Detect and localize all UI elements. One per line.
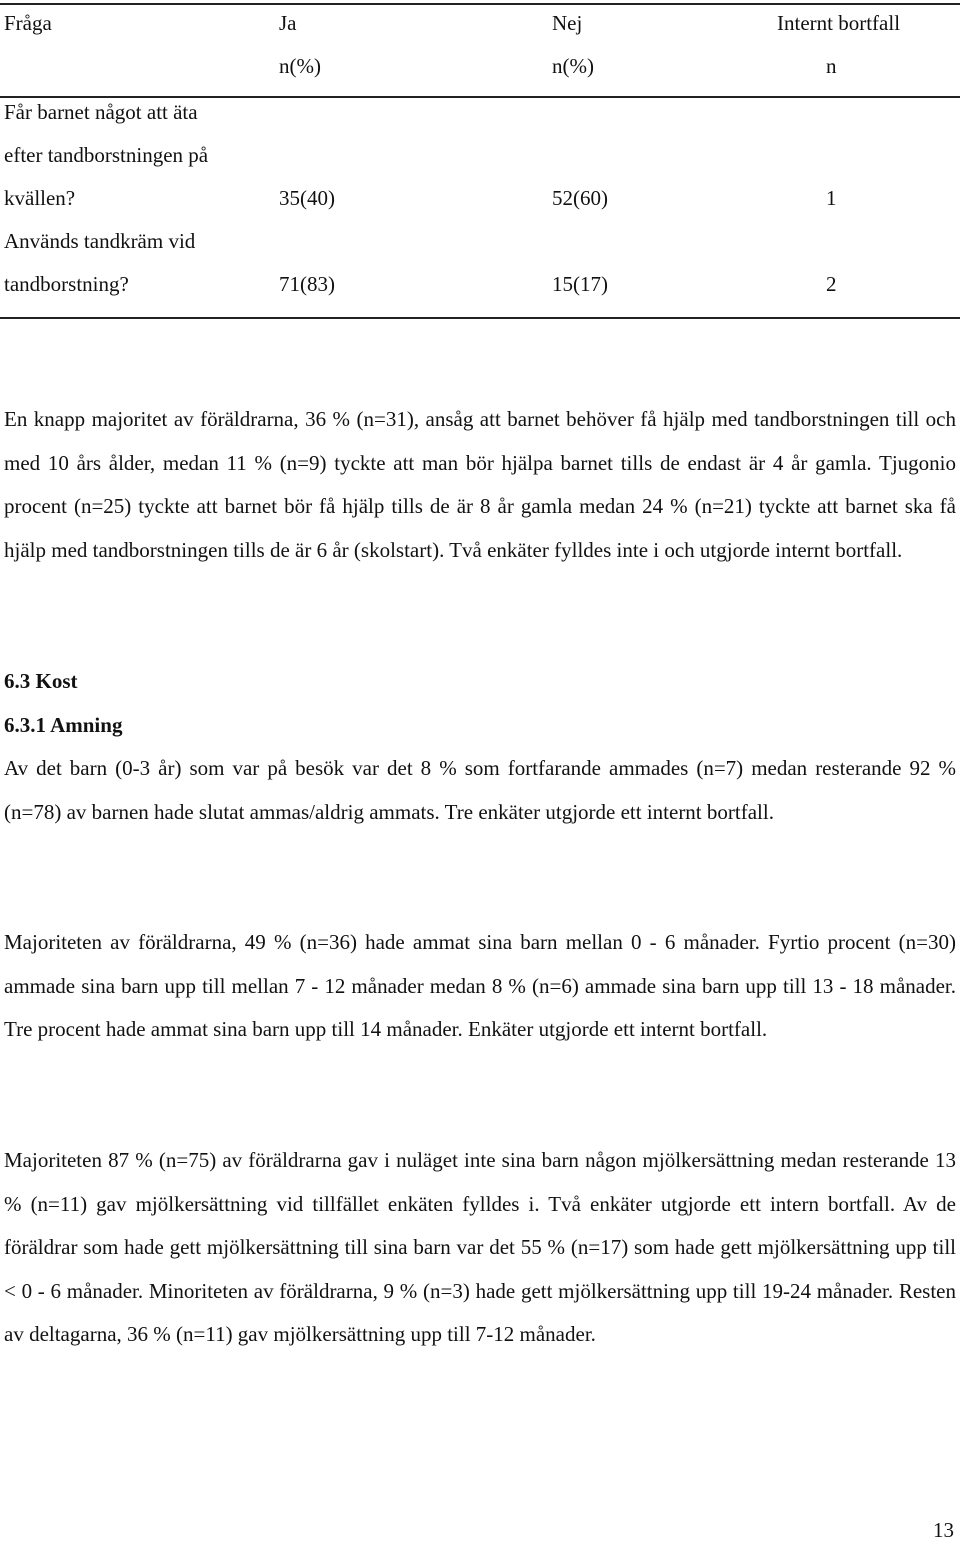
table-row-2-question-line-1: Används tandkräm vid [4, 229, 196, 253]
table-row-1-no: 52(60) [552, 186, 608, 210]
table-header-yes-unit: n(%) [279, 54, 321, 78]
paragraph-toothbrushing-help: En knapp majoritet av föräldrarna, 36 % (n=31), ansåg att barnet behöver få hjälp med tandborstningen till och med 10 års ålder, medan 11 % (n=9) tyckte att man bör hjälpa barnet tills de endast är 4 år gamla. Tjugonio procent (n=25) tyckte att barnet bör få hjälp tills de är 8 år gamla medan 24 % (n=21) tyckte att barnet ska få hjälp med tandborstningen tills de är 6 år (skolstart). Två enkäter fylldes inte i och utgjorde internt bortfall. [4, 407, 956, 562]
table-row-1-yes: 35(40) [279, 186, 335, 210]
table-row-2-no: 15(17) [552, 272, 608, 296]
table-row-2-question-line-2: tandborstning? [4, 272, 129, 296]
table-header-question: Fråga [4, 11, 52, 35]
subsection-heading-amning: 6.3.1 Amning [4, 713, 123, 737]
table-row-2-yes: 71(83) [279, 272, 335, 296]
paragraph-formula-milk: Majoriteten 87 % (n=75) av föräldrarna gav i nuläget inte sina barn någon mjölkersättning medan resterande 13 % (n=11) gav mjölkersättning vid tillfället enkäten fylldes i. Två enkäter utgjorde ett intern bortfall. Av de föräldrar som hade gett mjölkersättning till sina barn var det 55 % (n=17) som hade gett mjölkersättning upp till < 0 - 6 månader. Minoriteten av föräldrarna, 9 % (n=3) hade gett mjölkersättning upp till 19-24 månader. Resten av deltagarna, 36 % (n=11) gav mjölkersättning upp till 7-12 månader. [4, 1148, 956, 1346]
table-bottom-rule [0, 317, 960, 319]
table-header-no-unit: n(%) [552, 54, 594, 78]
paragraph-breastfeeding-current: Av det barn (0-3 år) som var på besök var det 8 % som fortfarande ammades (n=7) medan resterande 92 % (n=78) av barnen hade slutat ammas/aldrig ammats. Tre enkäter utgjorde ett internt bortfall. [4, 756, 956, 824]
table-header-no: Nej [552, 11, 583, 35]
table-header-missing-unit: n [826, 54, 837, 78]
table-header-missing: Internt bortfall [777, 11, 901, 35]
table-row-1-question-line-2: efter tandborstningen på [4, 143, 209, 167]
table-header-yes: Ja [279, 11, 297, 35]
table-row-1-question-line-3: kvällen? [4, 186, 76, 210]
table-row-1-question-line-1: Får barnet något att äta [4, 100, 198, 124]
page-number: 13 [933, 1518, 954, 1542]
table-row-2-missing: 2 [826, 272, 837, 296]
paragraph-breastfeeding-duration: Majoriteten av föräldrarna, 49 % (n=36) hade ammat sina barn mellan 0 - 6 månader. Fyrtio procent (n=30) ammade sina barn upp till mellan 7 - 12 månader medan 8 % (n=6) ammade sina barn upp till 13 - 18 månader. Tre procent hade ammat sina barn upp till 14 månader. Enkäter utgjorde ett internt bortfall. [4, 930, 956, 1041]
table-row-1-missing: 1 [826, 186, 837, 210]
section-heading-kost: 6.3 Kost [4, 669, 78, 693]
